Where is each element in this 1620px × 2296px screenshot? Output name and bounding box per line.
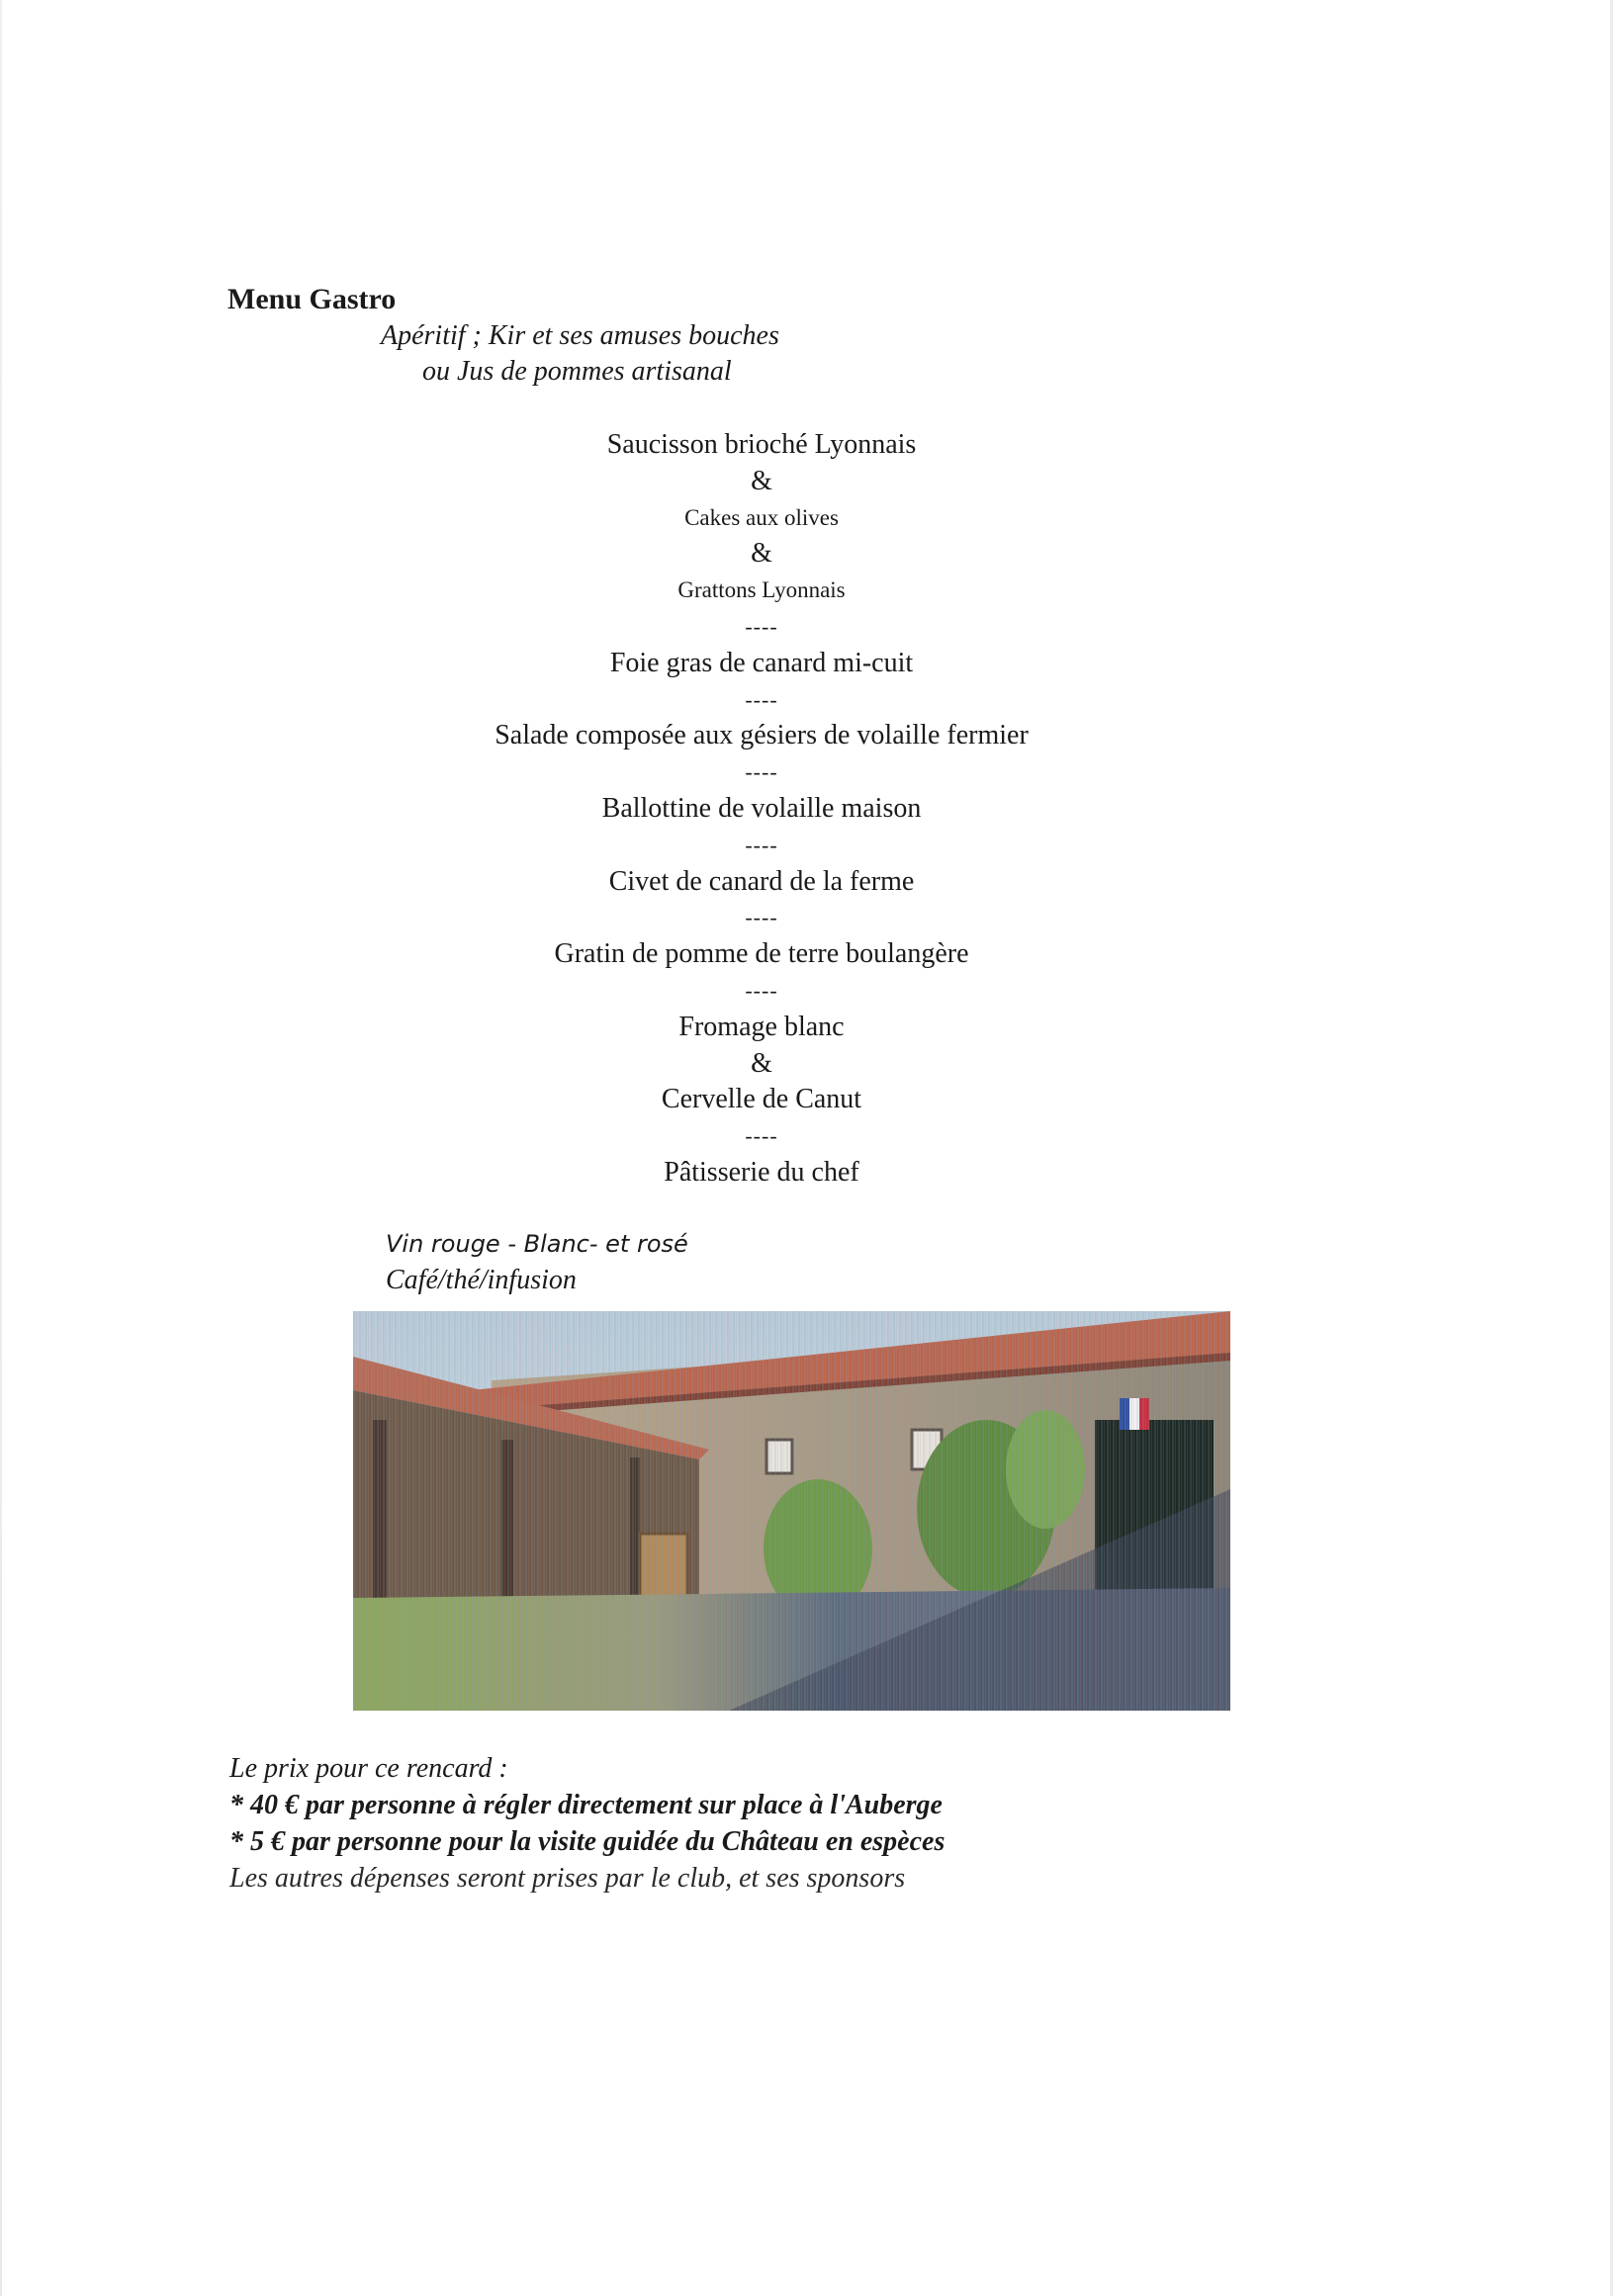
price-intro: Le prix pour ce rencard : [229, 1753, 508, 1784]
dish-separator: ---- [745, 686, 778, 712]
farmhouse-illustration [353, 1311, 1230, 1711]
scan-edge-right [1610, 0, 1613, 2296]
dish-salade: Salade composée aux gésiers de volaille fermier [495, 720, 1029, 751]
dish-grattons: Grattons Lyonnais [677, 577, 846, 603]
dish-gratin: Gratin de pomme de terre boulangère [554, 938, 969, 970]
price-line-auberge: * 40 € par personne à régler directement sur place à l'Auberge [229, 1790, 943, 1820]
price-line-sponsors: Les autres dépenses seront prises par le club, et ses sponsors [229, 1863, 906, 1894]
price-line-chateau: * 5 € par personne pour la visite guidée du Château en espèces [229, 1826, 945, 1857]
dish-separator: ---- [745, 613, 778, 639]
dish-separator: ---- [745, 905, 778, 930]
dish-separator: ---- [745, 832, 778, 857]
aperitif-line-2: ou Jus de pommes artisanal [422, 356, 732, 387]
dish-separator: ---- [745, 759, 778, 785]
farmhouse-photo [353, 1311, 1230, 1711]
dish-ampersand: & [751, 465, 772, 496]
dish-separator: ---- [745, 1123, 778, 1149]
dish-cakes: Cakes aux olives [684, 504, 839, 530]
dish-civet: Civet de canard de la ferme [608, 865, 915, 897]
hot-drinks-line: Café/thé/infusion [386, 1265, 577, 1295]
wine-line: Vin rouge - Blanc- et rosé [386, 1230, 688, 1258]
photo-scan-artifacts [353, 1311, 1230, 1711]
dish-ballottine: Ballottine de volaille maison [601, 792, 922, 824]
menu-title: Menu Gastro [227, 283, 397, 315]
dish-cervelle: Cervelle de Canut [661, 1084, 862, 1115]
dish-ampersand: & [751, 1047, 772, 1079]
dish-foie-gras: Foie gras de canard mi-cuit [609, 647, 914, 678]
dish-separator: ---- [745, 977, 778, 1003]
dish-ampersand: & [751, 538, 772, 570]
dish-patisserie: Pâtisserie du chef [664, 1156, 859, 1188]
scan-edge-left [0, 0, 2, 2296]
menu-dish-list [297, 427, 1226, 1192]
aperitif-line-1: Apéritif ; Kir et ses amuses bouches [381, 320, 779, 351]
dish-saucisson: Saucisson brioché Lyonnais [606, 429, 917, 460]
dish-fromage-blanc: Fromage blanc [678, 1011, 845, 1042]
